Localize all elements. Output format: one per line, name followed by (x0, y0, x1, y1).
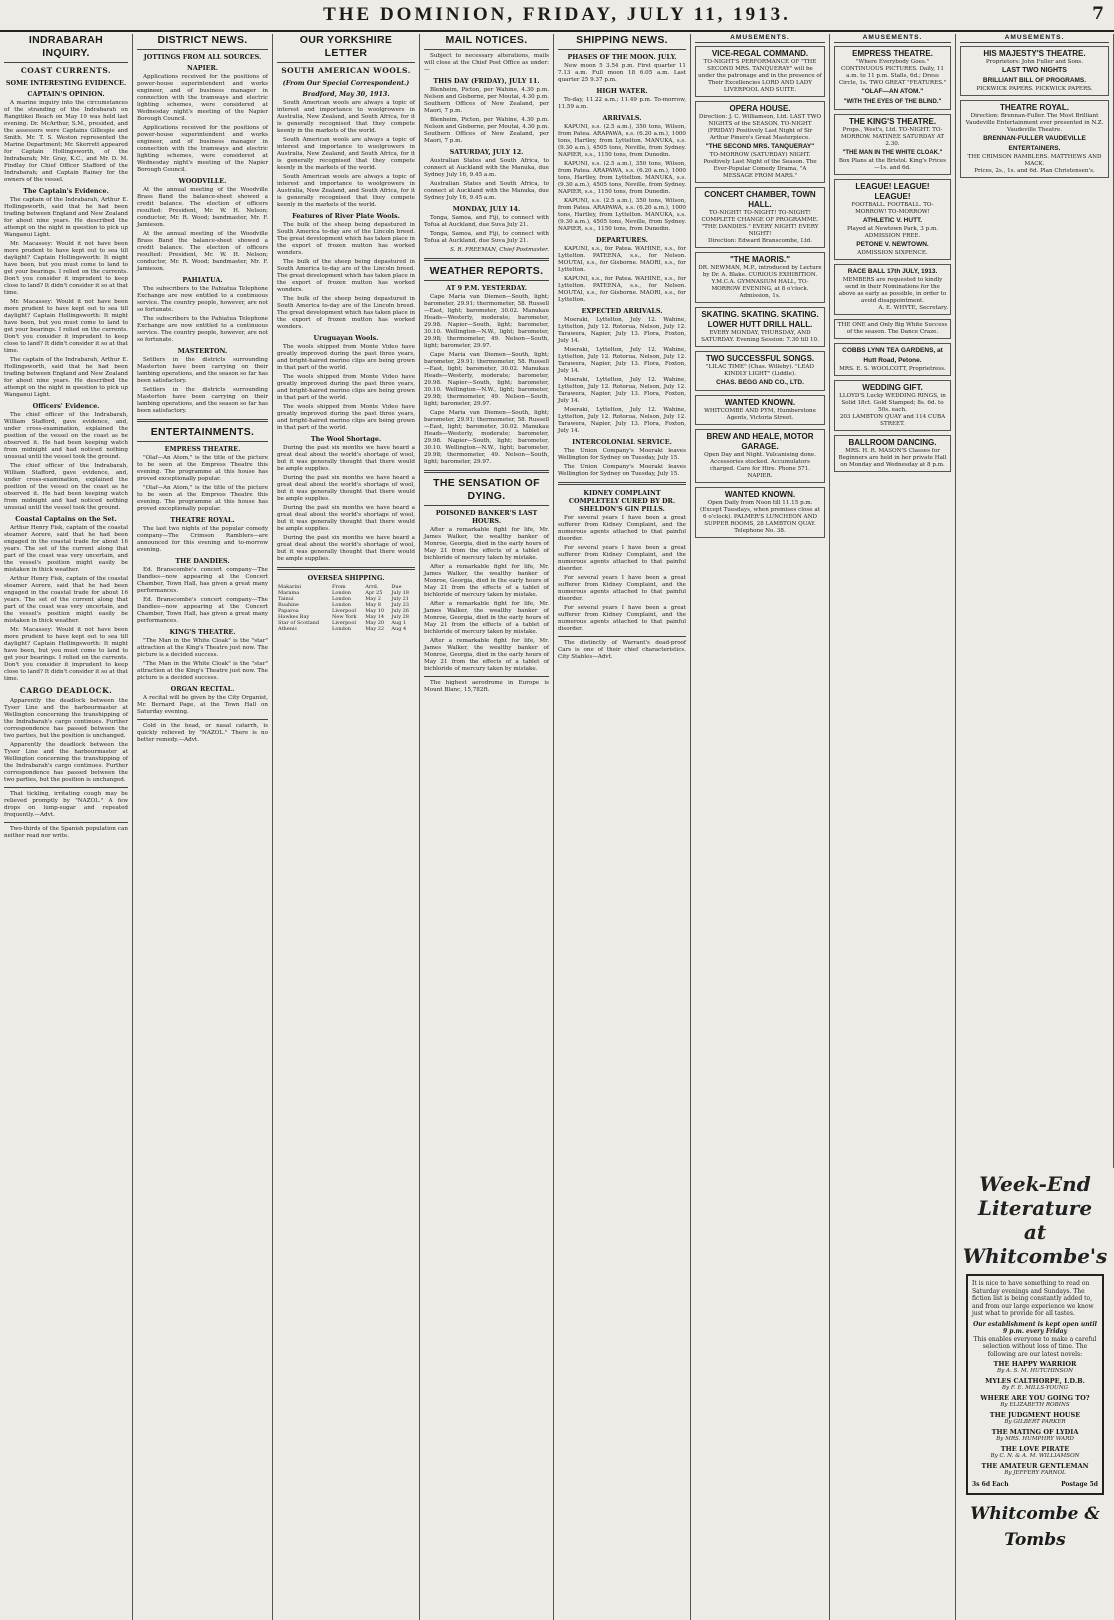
article-paragraph: Australian States and South Africa, to connect at Auckland with the Manuka, due Sydney July 16, 9.45 a.m. (424, 158, 549, 178)
article-paragraph: Mr. Macassey: Would it not have been more prudent to have kept out to sea till daylight? Captain Hollingsworth: It might have been, but you must come to land to get your bearings. I relied on the currents. Don't you consider it imprudent to keep close to land? It didn't consider it so at that time. (4, 241, 128, 296)
table-cell: July 21 (391, 596, 409, 602)
advertisement-heading: WEDDING GIFT. (862, 383, 923, 392)
advertisement-text: Direction: J. C. Williamson, Ltd. LAST TWO NIGHTS of the SEASON. TO-NIGHT (FRIDAY) Positively Last Night of Sir Arthur Pinero's Great Masterpiece. (698, 114, 822, 141)
advertisement-heading: BREW AND HEALE, MOTOR GARAGE. (706, 432, 814, 451)
advertisement-heading: WANTED KNOWN. (724, 398, 796, 407)
headline: WEATHER REPORTS. (424, 265, 549, 281)
ad-intro-text: It is nice to have something to read on Saturday evenings and Sundays. The fiction list is being constantly added to, and from our large experience we know just what to provide for all tastes. (972, 1280, 1094, 1317)
expected-arrivals-list: Moeraki, Lyttelton, July 12. Wahine, Lyttelton, July 12. Rotorua, Nelson, July 12. Tarawera, Napier, July 13. Flora, Foxton, July 14. (558, 347, 686, 374)
dateline: Bradford, May 30, 1913. (302, 90, 390, 98)
book-author: By GILBERT PARKER (1004, 1419, 1066, 1425)
advertisement-feature: PETONE V. NEWTOWN. (856, 241, 929, 248)
advertisement-heading: VICE-REGAL COMMAND. (711, 49, 809, 58)
advertisement-heading: THE KING'S THEATRE. (848, 117, 937, 126)
divider (558, 482, 686, 485)
table-cell: Aug 4 (391, 626, 407, 632)
advertisement-heading: CONCERT CHAMBER, TOWN HALL. (704, 190, 816, 209)
advertisement-text: ADMISSION FREE. (864, 233, 921, 239)
article-paragraph: Cape Maria van Diemen—South, light; barometer, 29.91; thermometer, 58. Russell—East, light; barometer, 30.02. Manukau Heads—Westerly, moderate; barometer, 29.98. Napier—South, light; barometer, 30.10. Wellington—N.W., light; barometer, 29.98; thermometer, 49. Nelson—South, light; barometer, 29.97. (424, 294, 549, 349)
ad-book-list (966, 1274, 1104, 1495)
advertisement-text: THE CRIMSON RAMBLERS. MATTHEWS AND MACK. (967, 154, 1102, 167)
table-cell: May 22 (365, 626, 385, 632)
advertisement (695, 429, 825, 483)
article-paragraph: Ed. Branscombe's concert company—The Dandies—now appearing at the Concert Chamber, Town Hall, has given a great many performances. (137, 567, 268, 594)
book-title: THE MATING OF LYDIA (991, 1428, 1079, 1436)
article-paragraph: At the annual meeting of the Woodville Brass Band the balance-sheet showed a credit balance. The election of officers resulted: President, Mr. W. H. Nelson; conductor, Mr. R. Wood; bandmaster, Mr. F. Jamieson. (137, 187, 268, 228)
divider (137, 719, 268, 720)
ad-notice-detail: This enables everyone to make a careful selection without loss of time. The following are our latest novels: (973, 1335, 1097, 1358)
article-paragraph: Mr. Macassey: Would it not have been more prudent to have kept out to sea till daylight? Captain Hollingsworth: It might have been, but you must come to land to get your bearings. I relied on the currents. Don't you consider it imprudent to keep close to land? It didn't consider it so at that time. (4, 627, 128, 682)
town-heading: NAPIER. (186, 64, 218, 72)
table-cell: July 23 (391, 602, 409, 608)
article-paragraph: Settlers in the districts surrounding Masterton have been carrying on their lambing operations, and the season so far has been satisfactory. (137, 357, 268, 384)
subheadline: COAST CURRENTS. (20, 66, 112, 75)
article-paragraph: The highest aerodrome in Europe is Mount Blanc, 15,782ft. (424, 680, 549, 693)
article-paragraph: Blenheim, Picton, per Wahine, 4.30 p.m. Nelson and Gisborne, per Moutai, 4.30 p.m. Southern Offices of New Zealand, per Maori, 7 p.m. (424, 87, 549, 114)
arrivals-list: KAPUNI, s.s. (2.5 a.m.), 350 tons, Wilson, from Patea. ARAPAWA, s.s. (6.20 a.m.), 1000 tons, Hartley, from Lyttelton. MANUKA, s.s. (9.30 a.m.), 4505 tons, Neville, from Sydney. NAPIER, s.s., 1150 tons, from Dunedin. (558, 198, 686, 232)
book-title: THE LOVE PIRATE (1000, 1445, 1070, 1453)
table-cell: May 2 (365, 596, 381, 602)
book-author: By A. S. M. HUTCHINSON (996, 1368, 1073, 1374)
advertisement (695, 351, 825, 391)
byline: (From Our Special Correspondent.) (282, 79, 410, 87)
table-cell: Ruahine (278, 602, 299, 608)
advertisement (834, 343, 951, 376)
column-shipping-news (554, 34, 691, 1620)
section-heading: The Captain's Evidence. (23, 187, 109, 195)
subheadline: CAPTAIN'S OPINION. (27, 90, 105, 98)
section-heading: Uruguayan Wools. (313, 334, 379, 342)
advertisement-text: TO-NIGHT! TO-NIGHT! TO-NIGHT! COMPLETE CHANGE OF PROGRAMME. "THE DANDIES." EVERY NIGHT! EVERY NIGHT! (701, 210, 819, 237)
advertisement-text: MEMBERS are requested to kindly send in their Nominations for the above as early as possible, in order to avoid disappointment. (838, 277, 947, 304)
divider (137, 419, 268, 422)
article-paragraph: Tonga, Samoa, and Fiji, to connect with Tofua at Auckland, due Suva July 21. (424, 231, 549, 244)
divider (424, 470, 549, 473)
ad-footer-brand: Whitcombe & Tombs (970, 1503, 1100, 1550)
ad-title-line-2: at Whitcombe's (962, 1220, 1108, 1268)
table-cell: From (332, 584, 346, 590)
article-paragraph: South American wools are always a topic of interest and importance to woolgrowers in Australia, New Zealand, and South Africa, for it is generally recognised that they compete keenly in the markets of the world. (277, 137, 415, 171)
advertisement (834, 264, 951, 315)
advertisement-heading: TWO SUCCESSFUL SONGS. (705, 354, 815, 363)
headline: DISTRICT NEWS. (137, 34, 268, 50)
column-amusements-3 (956, 34, 1114, 1168)
article-paragraph: Applications received for the positions of power-house superintendent and works engineer, and of business manager in connection with the tramways and electric lighting schemes, were considered at Wednesday night's meeting of the Napier Borough Council. (137, 74, 268, 122)
section-title: AMUSEMENTS. (960, 34, 1109, 43)
table-cell: Hawkes Bay (278, 614, 310, 620)
advertisement-heading: THEATRE ROYAL. (1000, 103, 1069, 112)
advertisement (960, 46, 1109, 96)
advertisement (695, 46, 825, 97)
article-paragraph: A marine inquiry into the circumstances of the stranding of the Indrabarah on Rangitikei Beach on May 19 was held last evening. Dr. McArthur, S.M., presided, and the assessors were Captains Gillespie and Smith. Mr. T. S. Weston represented the Marine Department; Mr. Skerrett appeared for Captain Hollingsworth, of the Indrabarah; Mr. Gray, K.C., and Mr. D. M. Findlay for Chief Officer Stafford of the Indrabarah; and Captain Rainey for the owners of the vessel. (4, 100, 128, 183)
book-title: THE AMATEUR GENTLEMAN (981, 1462, 1089, 1470)
advertisement-text: Prices, 2s., 1s. and 6d. Plan Christensen's. (974, 168, 1095, 174)
subheadline: ARRIVALS. (602, 114, 642, 122)
table-cell: Apr 25 (365, 590, 383, 596)
article-paragraph: The Union Company's Moeraki leaves Wellington for Sydney on Tuesday, July 15. (558, 448, 686, 461)
column-mail-notices (420, 34, 554, 1620)
article-paragraph: Apparently the deadlock between the Tyser Line and the harbourmaster at Wellington concerning the transhipping of the Indrabarah's cargo continues. Further correspondence has passed between the two parties, but the position is unchanged. (4, 698, 128, 739)
table-cell: May 10 (365, 608, 385, 614)
book-title: THE JUDGMENT HOUSE (989, 1411, 1081, 1419)
subheadline: SOME INTERESTING EVIDENCE. (5, 79, 127, 87)
advertisement-heading: SKATING. SKATING. SKATING. LOWER HUTT DRILL HALL. (701, 310, 819, 329)
advertisement (834, 46, 951, 110)
advertisement (834, 114, 951, 175)
advertisement-heading: BALLROOM DANCING. (848, 438, 937, 447)
ad-title-line-1: Week-End Literature (977, 1172, 1093, 1220)
advertisement-text: For several years I have been a great sufferer from Kidney Complaint, and the numerous agents attached to that painful disorder. (558, 545, 686, 572)
table-cell: May 14 (365, 614, 385, 620)
advertisement-heading: HIS MAJESTY'S THEATRE. (983, 49, 1086, 58)
advertisement-heading: LEAGUE! LEAGUE! LEAGUE! (855, 182, 930, 201)
table-cell: Paparoa (278, 608, 299, 614)
subheadline: INTERCOLONIAL SERVICE. (572, 438, 672, 446)
article-paragraph: The bulk of the sheep being depastured in South America to-day are of the Lincoln breed. The great development which has taken place in the export of frozen mutton has worked wonders. (277, 222, 415, 256)
table-cell: Liverpool (332, 620, 356, 626)
advertisement-text: MRS. E. S. WOOLCOTT, Proprietress. (839, 366, 946, 372)
subheadline: PHASES OF THE MOON. JULY. (567, 53, 677, 61)
table-cell: Star of Scotland (278, 620, 320, 626)
advertisement (834, 435, 951, 472)
table-cell: Marama (278, 590, 300, 596)
postage: Postage 5d (1061, 1481, 1098, 1488)
advertisement-text: TO-MORROW (SATURDAY) NIGHT. Positively Last Night of the Season. The Ever-Popular Comedy Drama, "A MESSAGE FROM MARS." (703, 152, 817, 179)
article-paragraph: The last two nights of the popular comedy company—The Crimson Ramblers—are announced for this evening and to-morrow evening. (137, 526, 268, 553)
departures-list: KAPUNI, s.s., for Patea. WAHINE, s.s., for Lyttelton. PATEENA, s.s., for Nelson. MOUTAI, s.s., for Gisborne. MAORI, s.s., for Lyttelton. (558, 246, 686, 273)
article-paragraph: After a remarkable fight for life, Mr. James Walker, the wealthy banker of Monroe, Georgia, died in the early hours of May 21 from the effects of a tablet of bichloride of mercury taken by mistake. (424, 527, 549, 561)
article-paragraph: During the past six months we have heard a great deal about the world's shortage of wool, but it was generally thought that there would be ample supplies. (277, 505, 415, 532)
table-row (277, 626, 415, 632)
article-paragraph: The captain of the Indrabarah, Arthur E. Hollingsworth, said that he had been trading between England and New Zealand for about nine years. He described the attempt on the night in question to pick up Wanganui Light. (4, 357, 128, 398)
departures-list: KAPUNI, s.s., for Patea. WAHINE, s.s., for Lyttelton. PATEENA, s.s., for Nelson. MOUTAI, s.s., for Gisborne. MAORI, s.s., for Lyttelton. (558, 276, 686, 303)
article-paragraph: Mr. Macassey: Would it not have been more prudent to have kept out to sea till daylight? Captain Hollingsworth: It might have been, but you must come to land to get your bearings. I relied on the currents. Don't you consider it imprudent to keep close to land? It didn't consider it so at that time. (4, 299, 128, 354)
article-paragraph: Two-thirds of the Spanish population can neither read nor write. (4, 826, 128, 839)
venue-heading: THEATRE ROYAL. (170, 516, 235, 524)
article-paragraph: Australian States and South Africa, to connect at Auckland with the Manuka, due Sydney July 16, 9.45 a.m. (424, 181, 549, 201)
advertisement-feature: "THE SECOND MRS. TANQUERAY" (705, 143, 815, 150)
article-paragraph: The subscribers to the Pahiatua Telephone Exchange are now entitled to a continuous service. The country people, however, are not so fortunate. (137, 286, 268, 313)
date-heading: THIS DAY (FRIDAY), JULY 11. (433, 77, 540, 85)
masthead-title: THE DOMINION, FRIDAY, JULY 11, 1913. (323, 4, 791, 25)
subheadline: DEPARTURES. (595, 236, 649, 244)
section-heading: Coastal Captains on the Set. (15, 515, 117, 523)
table-cell: July 28 (391, 614, 409, 620)
table-cell: May 8 (365, 602, 381, 608)
article-paragraph: The wools shipped from Monte Video have greatly improved during the past three years, and bright-haired merino clips are being grown in that part of the world. (277, 374, 415, 401)
book-title: MYLES CALTHORPE, I.D.B. (985, 1377, 1085, 1385)
advertisement-feature: "OLAF—AN ATOM." (861, 88, 924, 95)
advertisement-text: ADMISSION SIXPENCE. (857, 250, 928, 256)
advertisement-text: Props., West's, Ltd. TO-NIGHT. TO-MORROW. MATINEE SATURDAY AT 2.30. (840, 127, 945, 147)
headline: ENTERTAINMENTS. (137, 426, 268, 442)
town-heading: MASTERTON. (177, 347, 228, 355)
price: 3s 6d Each (972, 1481, 1009, 1488)
book-title: WHERE ARE YOU GOING TO? (980, 1394, 1090, 1402)
column-amusements-2 (830, 34, 956, 1620)
article-paragraph: Cape Maria van Diemen—South, light; barometer, 29.91; thermometer, 58. Russell—East, light; barometer, 30.02. Manukau Heads—Westerly, moderate; barometer, 29.98. Napier—South, light; barometer, 30.10. Wellington—N.W., light; barometer, 29.98; thermometer, 49. Nelson—South, light; barometer, 29.97. (424, 352, 549, 407)
section-heading: The Wool Shortage. (310, 435, 382, 443)
subheadline: POISONED BANKER'S LAST HOURS. (435, 509, 538, 525)
advertisement-feature: ATHLETIC V. HUTT. (862, 217, 923, 224)
advertisement-text: "LILAC TIME" (Chas. Willeby). "LEAD KINDLY LIGHT" (Liddle). (706, 364, 814, 377)
advertisement-text: For several years I have been a great sufferer from Kidney Complaint, and the numerous agents attached to that painful disorder. (558, 575, 686, 602)
advertisement-text: PICKWICK PAPERS. PICKWICK PAPERS. (976, 86, 1093, 92)
ad-notice: Our establishment is kept open until 9 p.m. every Friday (973, 1320, 1097, 1335)
advertisement-text: Cold in the head, or nasal catarrh, is quickly relieved by "NAZOL." There is no better remedy.—Advt. (137, 723, 268, 743)
advertisement (695, 101, 825, 183)
signature: S. R. FREEMAN, Chief Postmaster. (450, 247, 549, 253)
tide-times: To-day, 11.22 a.m.; 11.49 p.m. To-morrow, 11.59 a.m. (558, 97, 686, 110)
price-row (972, 1481, 1098, 1489)
article-paragraph: Arthur Henry Fisk, captain of the coastal steamer Aorere, said that he had been engaged in the coastal trade for about 16 years. The set of the current along that part of the coast was very uncertain, and the vessel's position might easily be mistaken in thick weather. (4, 525, 128, 573)
subheadline: EXPECTED ARRIVALS. (581, 307, 663, 315)
article-paragraph: Cape Maria van Diemen—South, light; barometer, 29.91; thermometer, 58. Russell—East, light; barometer, 30.02. Manukau Heads—Westerly, moderate; barometer, 29.98. Napier—South, light; barometer, 30.10. Wellington—N.W., light; barometer, 29.98; thermometer, 49. Nelson—South, light; barometer, 29.97. (424, 410, 549, 465)
article-paragraph: Subject to necessary alterations, mails will close at the Chief Post Office as under:— (424, 53, 549, 73)
book-author: By C. N. & A. M. WILLIAMSON (990, 1453, 1080, 1459)
article-paragraph: The wools shipped from Monte Video have greatly improved during the past three years, and bright-haired merino clips are being grown in that part of the world. (277, 344, 415, 371)
divider (424, 258, 549, 261)
expected-arrivals-list: Moeraki, Lyttelton, July 12. Wahine, Lyttelton, July 12. Rotorua, Nelson, July 12. Tarawera, Napier, July 13. Flora, Foxton, July 14. (558, 377, 686, 404)
advertisement-feature: "THE MAN IN THE WHITE CLOAK." (842, 150, 943, 156)
advertisement-text: THE ONE and Only Big White Success of the season. The Dance Craze. (837, 322, 948, 335)
advertisement-heading: WANTED KNOWN. (724, 490, 796, 499)
subheadline: HIGH WATER. (596, 87, 648, 95)
article-paragraph: After a remarkable fight for life, Mr. James Walker, the wealthy banker of Monroe, Georgia, died in the early hours of May 21 from the effects of a tablet of bichloride of mercury taken by mistake. (424, 564, 549, 598)
column-yorkshire-letter (273, 34, 420, 1620)
arrivals-list: KAPUNI, s.s. (2.5 a.m.), 350 tons, Wilson, from Patea. ARAPAWA, s.s. (6.20 a.m.), 1000 tons, Hartley, from Lyttelton. MANUKA, s.s. (9.30 a.m.), 4505 tons, Neville, from Sydney. NAPIER, s.s., 1150 tons, from Dunedin. (558, 161, 686, 195)
advertisement-text: Open Daily from Noon till 11.15 p.m. (Except Tuesdays, when premises close at 6 o'clock). PALMER'S LUNCHEON AND SUPPER ROOMS, 28 LAMBTON QUAY. Telephone No. 38. (700, 500, 820, 534)
advertisement (695, 307, 825, 347)
table-cell: London (332, 626, 351, 632)
venue-heading: THE DANDIES. (175, 557, 230, 565)
advertisement-text: WHITCOMBE AND PYM, Humberstone Agents, Victoria Street. (704, 408, 816, 421)
section-heading: CARGO DEADLOCK. (19, 686, 113, 695)
column-amusements-1 (691, 34, 830, 1620)
advertisement-feature: BRILLIANT BILL OF PROGRAMS. (982, 77, 1087, 84)
book-author: By F. E. MILLS-YOUNG (1001, 1385, 1069, 1391)
advertisement-text: Direction: Brennan-Fuller. The Most Brilliant Vaudeville Entertainment ever presented in N.Z. Vaudeville Theatre. (965, 113, 1104, 133)
article-paragraph: The Union Company's Moeraki leaves Wellington for Sydney on Tuesday, July 15. (558, 464, 686, 477)
advertisement-text: 203 LAMBTON QUAY and 114 CUBA STREET. (839, 414, 946, 427)
table-cell: Tainui (278, 596, 294, 602)
table-cell: Athenic (278, 626, 298, 632)
divider (4, 822, 128, 823)
section-title: AMUSEMENTS. (695, 34, 825, 43)
article-paragraph: Apparently the deadlock between the Tyser Line and the harbourmaster at Wellington concerning the transhipping of the Indrabarah's cargo continues. Further correspondence has passed between the two parties, but the position is unchanged. (4, 742, 128, 783)
article-paragraph: The subscribers to the Pahiatua Telephone Exchange are now entitled to a continuous service. The country people, however, are not so fortunate. (137, 316, 268, 343)
table-cell: July 26 (391, 608, 409, 614)
article-paragraph: During the past six months we have heard a great deal about the world's shortage of wool, but it was generally thought that there would be ample supplies. (277, 445, 415, 472)
divider (424, 676, 549, 677)
advertisement-text: MRS. H. R. MASON'S Classes for Beginners are held in her private Hall on Monday and Wednesday at 8 p.m. (838, 448, 947, 468)
advertisement (695, 487, 825, 538)
advertisement-text: TO-NIGHT'S PERFORMANCE OF "THE SECOND MRS. TANQUERAY" will be under the patronage and in the presence of Their Excellencies LORD AND LADY LIVERPOOL AND SUITE. (698, 59, 822, 93)
advertisement-text: LLOYD'S Lucky WEDDING RINGS, in Solid 18ct. Gold Stamped; 8s. 6d. to 50s. each. (839, 393, 946, 413)
table-cell: London (332, 602, 351, 608)
advertisement-text: "Where Everybody Goes." CONTINUOUS PICTURES. Daily, 11 a.m. to 11 p.m. Stalls, 6d.; Dress Circle, 1s. TWO GREAT "FEATURES." (838, 59, 947, 86)
section-heading: Officers' Evidence. (32, 402, 100, 410)
table-cell: London (332, 596, 351, 602)
date-heading: SATURDAY, JULY 12. (449, 148, 524, 156)
arrivals-list: KAPUNI, s.s. (2.5 a.m.), 350 tons, Wilson, from Patea. ARAPAWA, s.s. (6.20 a.m.), 1000 tons, Hartley, from Lyttelton. MANUKA, s.s. (9.30 a.m.), 4505 tons, Neville, from Sydney. NAPIER, s.s., 1150 tons, from Dunedin. (558, 124, 686, 158)
article-paragraph: Applications received for the positions of power-house superintendent and works engineer, and of business manager in connection with the tramways and electric lighting schemes, were considered at Wednesday night's meeting of the Napier Borough Council. (137, 125, 268, 173)
article-paragraph: After a remarkable fight for life, Mr. James Walker, the wealthy banker of Monroe, Georgia, died in the early hours of May 21 from the effects of a tablet of bichloride of mercury taken by mistake. (424, 601, 549, 635)
advertisement (960, 100, 1109, 178)
book-author: By JEFFERY FARNOL (1004, 1470, 1066, 1476)
advertisement-text: That tickling, irritating cough may be relieved promptly by "NAZOL." A few drops on lump-sugar and repeated frequently.—Advt. (4, 791, 128, 818)
article-paragraph: A recital will be given by the City Organist, Mr. Bernard Page, at the Town Hall on Saturday evening. (137, 695, 268, 715)
article-paragraph: "The Man in the White Cloak" is the "star" attraction at the King's Theatre just now. The picture is a decided success. (137, 661, 268, 681)
headline: OUR YORKSHIRE LETTER (277, 34, 415, 63)
town-heading: WOODVILLE. (178, 177, 227, 185)
table-title: OVERSEA SHIPPING. (307, 574, 385, 582)
advertisement (834, 380, 951, 431)
advertisement-feature: BRENNAN-FULLER VAUDEVILLE ENTERTAINERS. (983, 135, 1086, 152)
advertisement-heading: "THE MAORIS." (729, 255, 791, 264)
oversea-shipping-table (277, 584, 415, 632)
table-cell: New York (332, 614, 357, 620)
article-paragraph: Settlers in the districts surrounding Masterton have been carrying on their lambing operations, and the season so far has been satisfactory. (137, 387, 268, 414)
article-paragraph: The chief officer of the Indrabarah, William Stafford, gave evidence, and, under cross-examination, explained the position of the vessel on the coast as he observed it. He had been keeping watch from midnight and had noticed nothing unusual until the vessel took the ground. (4, 463, 128, 511)
advertisement (695, 395, 825, 425)
table-cell: Due (391, 584, 402, 590)
column-indrabarah-inquiry (0, 34, 133, 1620)
advertiser-name: CHAS. BEGG AND CO., LTD. (716, 379, 804, 386)
advertisement (834, 179, 951, 260)
section-title: AMUSEMENTS. (834, 34, 951, 43)
expected-arrivals-list: Moeraki, Lyttelton, July 12. Wahine, Lyttelton, July 12. Rotorua, Nelson, July 12. Tarawera, Napier, July 13. Flora, Foxton, July 14. (558, 317, 686, 344)
ad-intro (972, 1280, 1098, 1318)
article-paragraph: Tonga, Samoa, and Fiji, to connect with Tofua at Auckland, due Suva July 21. (424, 215, 549, 228)
venue-heading: ORGAN RECITAL. (170, 685, 235, 693)
book-title: THE HAPPY WARRIOR (993, 1360, 1077, 1368)
advertisement-text: The distinctly of Warrant's dead-proof Cars is one of their chief characteristics. City Stables—Advt. (558, 640, 686, 660)
advertisement-text: Played at Newtown Park, 3 p.m. (846, 226, 939, 232)
advertisement-text: For several years I have been a great sufferer from Kidney Complaint, and the numerous agents attached to that painful disorder. (558, 515, 686, 542)
advertisement (695, 187, 825, 248)
article-paragraph: The chief officer of the Indrabarah, William Stafford, gave evidence, and, under cross-examination, explained the position of the vessel on the coast as he observed it. He had been keeping watch from midnight and had noticed nothing unusual until the vessel took the ground. (4, 412, 128, 460)
table-cell: Aug 1 (391, 620, 407, 626)
advertisement-text: For several years I have been a great sufferer from Kidney Complaint, and the numerous agents attached to that painful disorder. (558, 605, 686, 632)
article-paragraph: "Olaf—An Atom," is the title of the picture to be seen at the Empress Theatre this evening. The programme at this house has proved exceptionally popular. (137, 455, 268, 482)
venue-heading: KING'S THEATRE. (169, 628, 236, 636)
headline: MAIL NOTICES. (424, 34, 549, 50)
table-cell: July 18 (391, 590, 409, 596)
advertisement-text: DR. NEWMAN, M.P., introduced by Lecture by Dr. A. Blake. CURIOUS EXHIBITION. Y.M.C.A. GYMNASIUM HALL, TO-MORROW EVENING, at 8 o'clock. Admission, 1s. (698, 265, 822, 299)
venue-heading: EMPRESS THEATRE. (164, 445, 241, 453)
advertisement-text: Proprietors: John Fuller and Sons. (985, 59, 1084, 65)
article-paragraph: "The Man in the White Cloak" is the "star" attraction at the King's Theatre just now. The picture is a decided success. (137, 638, 268, 658)
table-cell: May 20 (365, 620, 385, 626)
article-paragraph: During the past six months we have heard a great deal about the world's shortage of wool, but it was generally thought that there would be ample supplies. (277, 535, 415, 562)
advertisement-heading: OPERA HOUSE. (729, 104, 791, 113)
advertisement-text: Box Plans at the Bristol. King's Prices—1s. and 6d. (838, 158, 947, 171)
masthead (0, 0, 1114, 32)
expected-arrivals-list: Moeraki, Lyttelton, July 12. Wahine, Lyttelton, July 12. Rotorua, Nelson, July 12. Tarawera, Napier, July 13. Flora, Foxton, July 14. (558, 407, 686, 434)
headline: SHIPPING NEWS. (558, 34, 686, 50)
moon-phases: New moon 5 3.54 p.m. First quarter 11 7.13 a.m. Full moon 18 6.05 a.m. Last quarter 25 9.37 p.m. (558, 63, 686, 83)
table-cell: London (332, 590, 351, 596)
advertisement-feature: LAST TWO NIGHTS (1002, 67, 1067, 74)
article-paragraph: The bulk of the sheep being depastured in South America to-day are of the Lincoln breed. The great development which has taken place in the export of frozen mutton has worked wonders. (277, 259, 415, 293)
column-district-news (133, 34, 273, 1620)
article-paragraph: "Olaf—An Atom," is the title of the picture to be seen at the Empress Theatre this evening. The programme at this house has proved exceptionally popular. (137, 485, 268, 512)
advertisement-text: A. E. WHYTE, Secretary. (878, 305, 948, 311)
advertisement-text: EVERY MONDAY, THURSDAY, AND SATURDAY. Evening Session: 7.30 till 10. (701, 330, 819, 343)
article-paragraph: During the past six months we have heard a great deal about the world's shortage of wool, but it was generally thought that there would be ample supplies. (277, 475, 415, 502)
advertisement-heading: COBBS LYNN TEA GARDENS, at Hutt Road, Petone. (842, 347, 943, 364)
book-author: By ELIZABETH ROBINS (1000, 1402, 1070, 1408)
advertisement (695, 252, 825, 303)
headline: INDRABARAH INQUIRY. (4, 34, 128, 63)
advertisement-heading: EMPRESS THEATRE. (852, 49, 933, 58)
book-author: By MRS. HUMPHRY WARD (996, 1436, 1074, 1442)
divider (277, 567, 415, 570)
whitcombe-advertisement (956, 1168, 1114, 1620)
article-paragraph: South American wools are always a topic of interest and importance to woolgrowers in Australia, New Zealand, and South Africa, for it is generally recognised that they compete keenly in the markets of the world. (277, 174, 415, 208)
table-cell: Makarini (278, 584, 301, 590)
article-paragraph: At the annual meeting of the Woodville Brass Band the balance-sheet showed a credit balance. The election of officers resulted: President, Mr. W. H. Nelson; conductor, Mr. R. Wood; bandmaster, Mr. F. Jamieson. (137, 231, 268, 272)
article-paragraph: South American wools are always a topic of interest and importance to woolgrowers in Australia, New Zealand, and South Africa, for it is generally recognised that they compete keenly in the markets of the world. (277, 100, 415, 134)
table-cell: Arrd. (365, 584, 379, 590)
town-heading: PAHIATUA. (182, 276, 223, 284)
article-paragraph: Ed. Branscombe's concert company—The Dandies—now appearing at the Concert Chamber, Town Hall, has given a great many performances. (137, 597, 268, 624)
article-paragraph: After a remarkable fight for life, Mr. James Walker, the wealthy banker of Monroe, Georgia, died in the early hours of May 21 from the effects of a tablet of bichloride of mercury taken by mistake. (424, 638, 549, 672)
headline: THE SENSATION OF DYING. (424, 477, 549, 506)
advertisement-text: Open Day and Night. Vulcanising done. Accessories stocked. Accumulators charged. Care for Hire. Phone 571. NAPIER. (704, 452, 816, 479)
advertisement-heading: KIDNEY COMPLAINT COMPLETELY CURED BY DR. SHELDON'S GIN PILLS. (568, 489, 676, 513)
advertisement (834, 319, 951, 339)
subheadline: SOUTH AMERICAN WOOLS. (281, 66, 411, 75)
divider (558, 636, 686, 637)
advertisement-text: FOOTBALL. FOOTBALL. TO-MORROW! TO-MORROW! (851, 202, 934, 215)
date-heading: MONDAY, JULY 14. (452, 205, 521, 213)
page-number: 7 (1092, 4, 1104, 24)
article-paragraph: The wools shipped from Monte Video have greatly improved during the past three years, and bright-haired merino clips are being grown in that part of the world. (277, 404, 415, 431)
advertisement-feature: "WITH THE EYES OF THE BLIND." (843, 99, 942, 105)
advertisement-heading: RACE BALL 17th JULY, 1913. (847, 268, 938, 275)
article-paragraph: The bulk of the sheep being depastured in South America to-day are of the Lincoln breed. The great development which has taken place in the export of frozen mutton has worked wonders. (277, 296, 415, 330)
article-paragraph: Blenheim, Picton, per Wahine, 4.30 p.m. Nelson and Gisborne, per Moutai, 4.30 p.m. Southern Offices of New Zealand, per Maori, 7 p.m. (424, 117, 549, 144)
divider (4, 787, 128, 788)
subheadline: JOTTINGS FROM ALL SOURCES. (143, 53, 262, 61)
advertisement-text: Direction: Edward Branscombe, Ltd. (707, 238, 813, 244)
section-heading: Features of River Plate Wools. (292, 212, 400, 220)
subheadline: AT 9 P.M. YESTERDAY. (446, 284, 527, 292)
article-paragraph: The captain of the Indrabarah, Arthur E. Hollingsworth, said that he had been trading between England and New Zealand for about nine years. He described the attempt on the night in question to pick up Wanganui Light. (4, 197, 128, 238)
article-paragraph: Arthur Henry Fisk, captain of the coastal steamer Aorere, said that he had been engaged in the coastal trade for about 16 years. The set of the current along that part of the coast was very uncertain, and the vessel's position might easily be mistaken in thick weather. (4, 576, 128, 624)
table-cell: Liverpool (332, 608, 356, 614)
